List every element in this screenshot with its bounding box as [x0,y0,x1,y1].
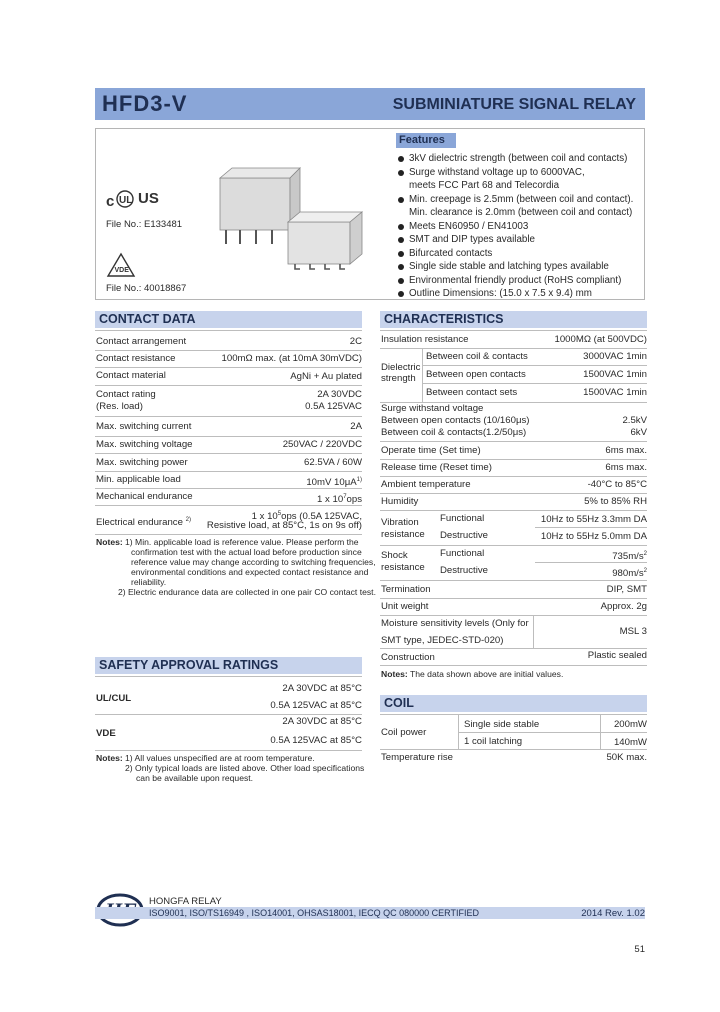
unit-weight-value: Approx. 2g [600,601,647,612]
insulation-resistance-value: 1000MΩ (at 500VDC) [554,334,647,345]
dielectric-strength-label: Dielectric [381,362,421,373]
moisture-sensitivity-sublabel: SMT type, JEDEC-STD-020) [381,635,504,646]
feature-item: Environmental friendly product (RoHS compliant) [397,274,642,288]
contact-material-value: AgNi + Au plated [290,371,362,382]
operate-time-label: Operate time (Set time) [381,445,481,456]
contact-arrangement-label: Contact arrangement [96,336,187,347]
contact-material-label: Contact material [96,370,166,381]
characteristics-note: Notes: The data shown above are initial values. [381,669,564,679]
product-model: HFD3-V [102,91,188,116]
ul-file-number: File No.: E133481 [106,219,183,230]
feature-item: Surge withstand voltage up to 6000VAC, [397,166,642,180]
coil-latching-value: 140mW [613,737,647,748]
dielectric-contact-sets-label: Between contact sets [426,387,518,398]
termination-value: DIP, SMT [606,584,647,595]
release-time-label: Release time (Reset time) [381,462,492,473]
surge-coil-contacts-label: Between coil & contacts(1.2/50μs) [381,427,527,438]
feature-item: Single side stable and latching types available [397,260,642,274]
contact-rating-value-1: 2A 30VDC [317,389,362,400]
feature-item: 3kV dielectric strength (between coil and contacts) [397,152,642,166]
ul-us-mark: US [138,190,159,207]
revision-text: 2014 Rev. 1.02 [581,908,645,919]
shock-resistance-sublabel: resistance [381,562,425,573]
vde-rating-2: 0.5A 125VAC at 85°C [270,735,362,746]
feature-item: SMT and DIP types available [397,233,642,247]
electrical-endurance-value-2: Resistive load, at 85°C, 1s on 9s off) [206,520,362,531]
safety-approval-heading: SAFETY APPROVAL RATINGS [95,657,362,674]
max-switching-power-label: Max. switching power [96,457,188,468]
characteristics-heading: CHARACTERISTICS [380,311,647,328]
vibration-resistance-sublabel: resistance [381,529,425,540]
contact-resistance-value: 100mΩ max. (at 10mA 30mVDC) [221,353,362,364]
dielectric-open-contacts-value: 1500VAC 1min [583,369,647,380]
feature-item-continuation: Min. clearance is 2.0mm (between coil and contact) [409,207,633,218]
feature-item: Meets EN60950 / EN41003 [397,220,642,234]
relay-product-image [200,160,370,275]
single-side-stable-label: Single side stable [464,719,540,730]
temperature-rise-value: 50K max. [606,752,647,763]
product-title: SUBMINIATURE SIGNAL RELAY [392,96,636,113]
mechanical-endurance-value: 1 x $10^7ops$ [317,494,362,506]
construction-label: Construction [381,652,435,663]
feature-item: Min. creepage is 2.5mm (between coil and contact). [397,193,642,207]
dielectric-coil-contacts-label: Between coil & contacts [426,351,528,362]
ambient-temperature-value: -40°C to 85°C [587,479,647,490]
vibration-destructive-label: Destructive [440,530,488,541]
single-side-stable-value: 200mW [613,719,647,730]
shock-functional-label: Functional [440,548,485,559]
shock-destructive-label: Destructive [440,565,488,576]
features-list [397,152,642,301]
contact-note-line: environmental conditions and expected contact resistance and [131,567,369,577]
vibration-functional-value: 10Hz to 55Hz 3.3mm DA [540,514,647,525]
dielectric-contact-sets-value: 1500VAC 1min [583,387,647,398]
humidity-label: Humidity [381,496,419,507]
max-switching-power-value: 62.5VA / 60W [304,457,362,468]
min-applicable-load-label: Min. applicable load [96,474,181,485]
operate-time-value: 6ms max. [605,445,647,456]
unit-weight-label: Unit weight [381,601,429,612]
contact-note-line: confirmation test with the actual load before production since [131,547,362,557]
shock-resistance-label: Shock [381,550,408,561]
electrical-endurance-label: Electrical endurance $^{2)}$ [96,517,191,529]
max-switching-voltage-label: Max. switching voltage [96,439,193,450]
contact-rating-label: Contact rating [96,389,156,400]
shock-destructive-value: $980m/s^2$ [612,568,647,580]
ul-cul-rating-1: 2A 30VDC at 85°C [282,683,362,694]
dielectric-open-contacts-label: Between open contacts [426,369,526,380]
feature-item: Bifurcated contacts [397,247,642,261]
temperature-rise-label: Temperature rise [381,752,453,763]
vde-label: VDE [96,728,116,739]
electrical-endurance-value-1: 1 x $10^5ops$ (0.5A 125VAC, [251,511,362,523]
ambient-temperature-label: Ambient temperature [381,479,471,490]
shock-functional-value: $735m/s^2$ [612,551,647,563]
coil-power-label: Coil power [381,727,427,738]
dielectric-strength-sublabel: strength [381,373,416,384]
insulation-resistance-label: Insulation resistance [381,334,469,345]
contact-rating-value-2: 0.5A 125VAC [305,401,362,412]
construction-value: Plastic sealed [587,650,647,661]
contact-notes-label: Notes: [96,537,123,547]
vde-logo-icon [106,252,136,278]
svg-text:c: c [106,193,115,210]
contact-note-line: reference value may change according to switching frequencies, [131,557,376,567]
max-switching-current-label: Max. switching current [96,421,192,432]
safety-note-line: 1) All values unspecified are at room temperature. [125,753,315,763]
ul-logo-icon [106,190,136,210]
safety-note-line: can be available upon request. [136,773,254,783]
safety-notes-label: Notes: [96,753,123,763]
max-switching-current-value: 2A [350,421,362,432]
vde-file-number: File No.: 40018867 [106,283,187,294]
termination-label: Termination [381,584,431,595]
contact-resistance-label: Contact resistance [96,353,176,364]
contact-arrangement-value: 2C [349,336,362,347]
vibration-resistance-label: Vibration [381,517,419,528]
surge-coil-contacts-value: 6kV [630,427,647,438]
feature-item: Outline Dimensions: (15.0 x 7.5 x 9.4) mm [397,287,642,301]
contact-rating-sublabel: (Res. load) [96,401,143,412]
contact-note-line: 1) Min. applicable load is reference value. Please perform the [125,537,359,547]
humidity-value: 5% to 85% RH [584,496,647,507]
min-applicable-load-value: 10mV $10\mu A^{1)}$ [306,477,362,489]
relay-smt-image [288,212,362,269]
surge-withstand-label: Surge withstand voltage [381,403,484,414]
ul-cul-rating-2: 0.5A 125VAC at 85°C [270,700,362,711]
certification-text: ISO9001, ISO/TS16949 , ISO14001, OHSAS18001, IECQ QC 080000 CERTIFIED [149,908,480,918]
contact-note-line: 2) Electric endurance data are collected in one pair CO contact test. [118,587,376,597]
surge-open-contacts-label: Between open contacts (10/160μs) [381,415,530,426]
contact-note-line: reliability. [131,577,167,587]
contact-data-heading: CONTACT DATA [95,311,362,328]
vde-rating-1: 2A 30VDC at 85°C [282,716,362,727]
max-switching-voltage-value: 250VAC / 220VDC [282,439,362,450]
dielectric-coil-contacts-value: 3000VAC 1min [583,351,647,362]
features-heading: Features [396,133,456,148]
svg-text:UL: UL [119,195,133,206]
ul-cul-label: UL/CUL [96,693,132,704]
safety-note-line: 2) Only typical loads are listed above. Other load specifications [125,763,365,773]
company-name: HONGFA RELAY [149,896,222,907]
feature-item-continuation: meets FCC Part 68 and Telecordia [409,180,560,191]
coil-latching-label: 1 coil latching [464,736,523,747]
surge-open-contacts-value: 2.5kV [622,415,647,426]
vibration-destructive-value: 10Hz to 55Hz 5.0mm DA [540,531,647,542]
vibration-functional-label: Functional [440,513,485,524]
svg-text:VDE: VDE [114,267,129,274]
mechanical-endurance-label: Mechanical endurance [96,491,193,502]
coil-heading: COIL [380,695,647,712]
moisture-sensitivity-value: MSL 3 [619,626,647,637]
release-time-value: 6ms max. [605,462,647,473]
moisture-sensitivity-label: Moisture sensitivity levels (Only for [381,618,529,629]
page-number: 51 [634,944,645,955]
